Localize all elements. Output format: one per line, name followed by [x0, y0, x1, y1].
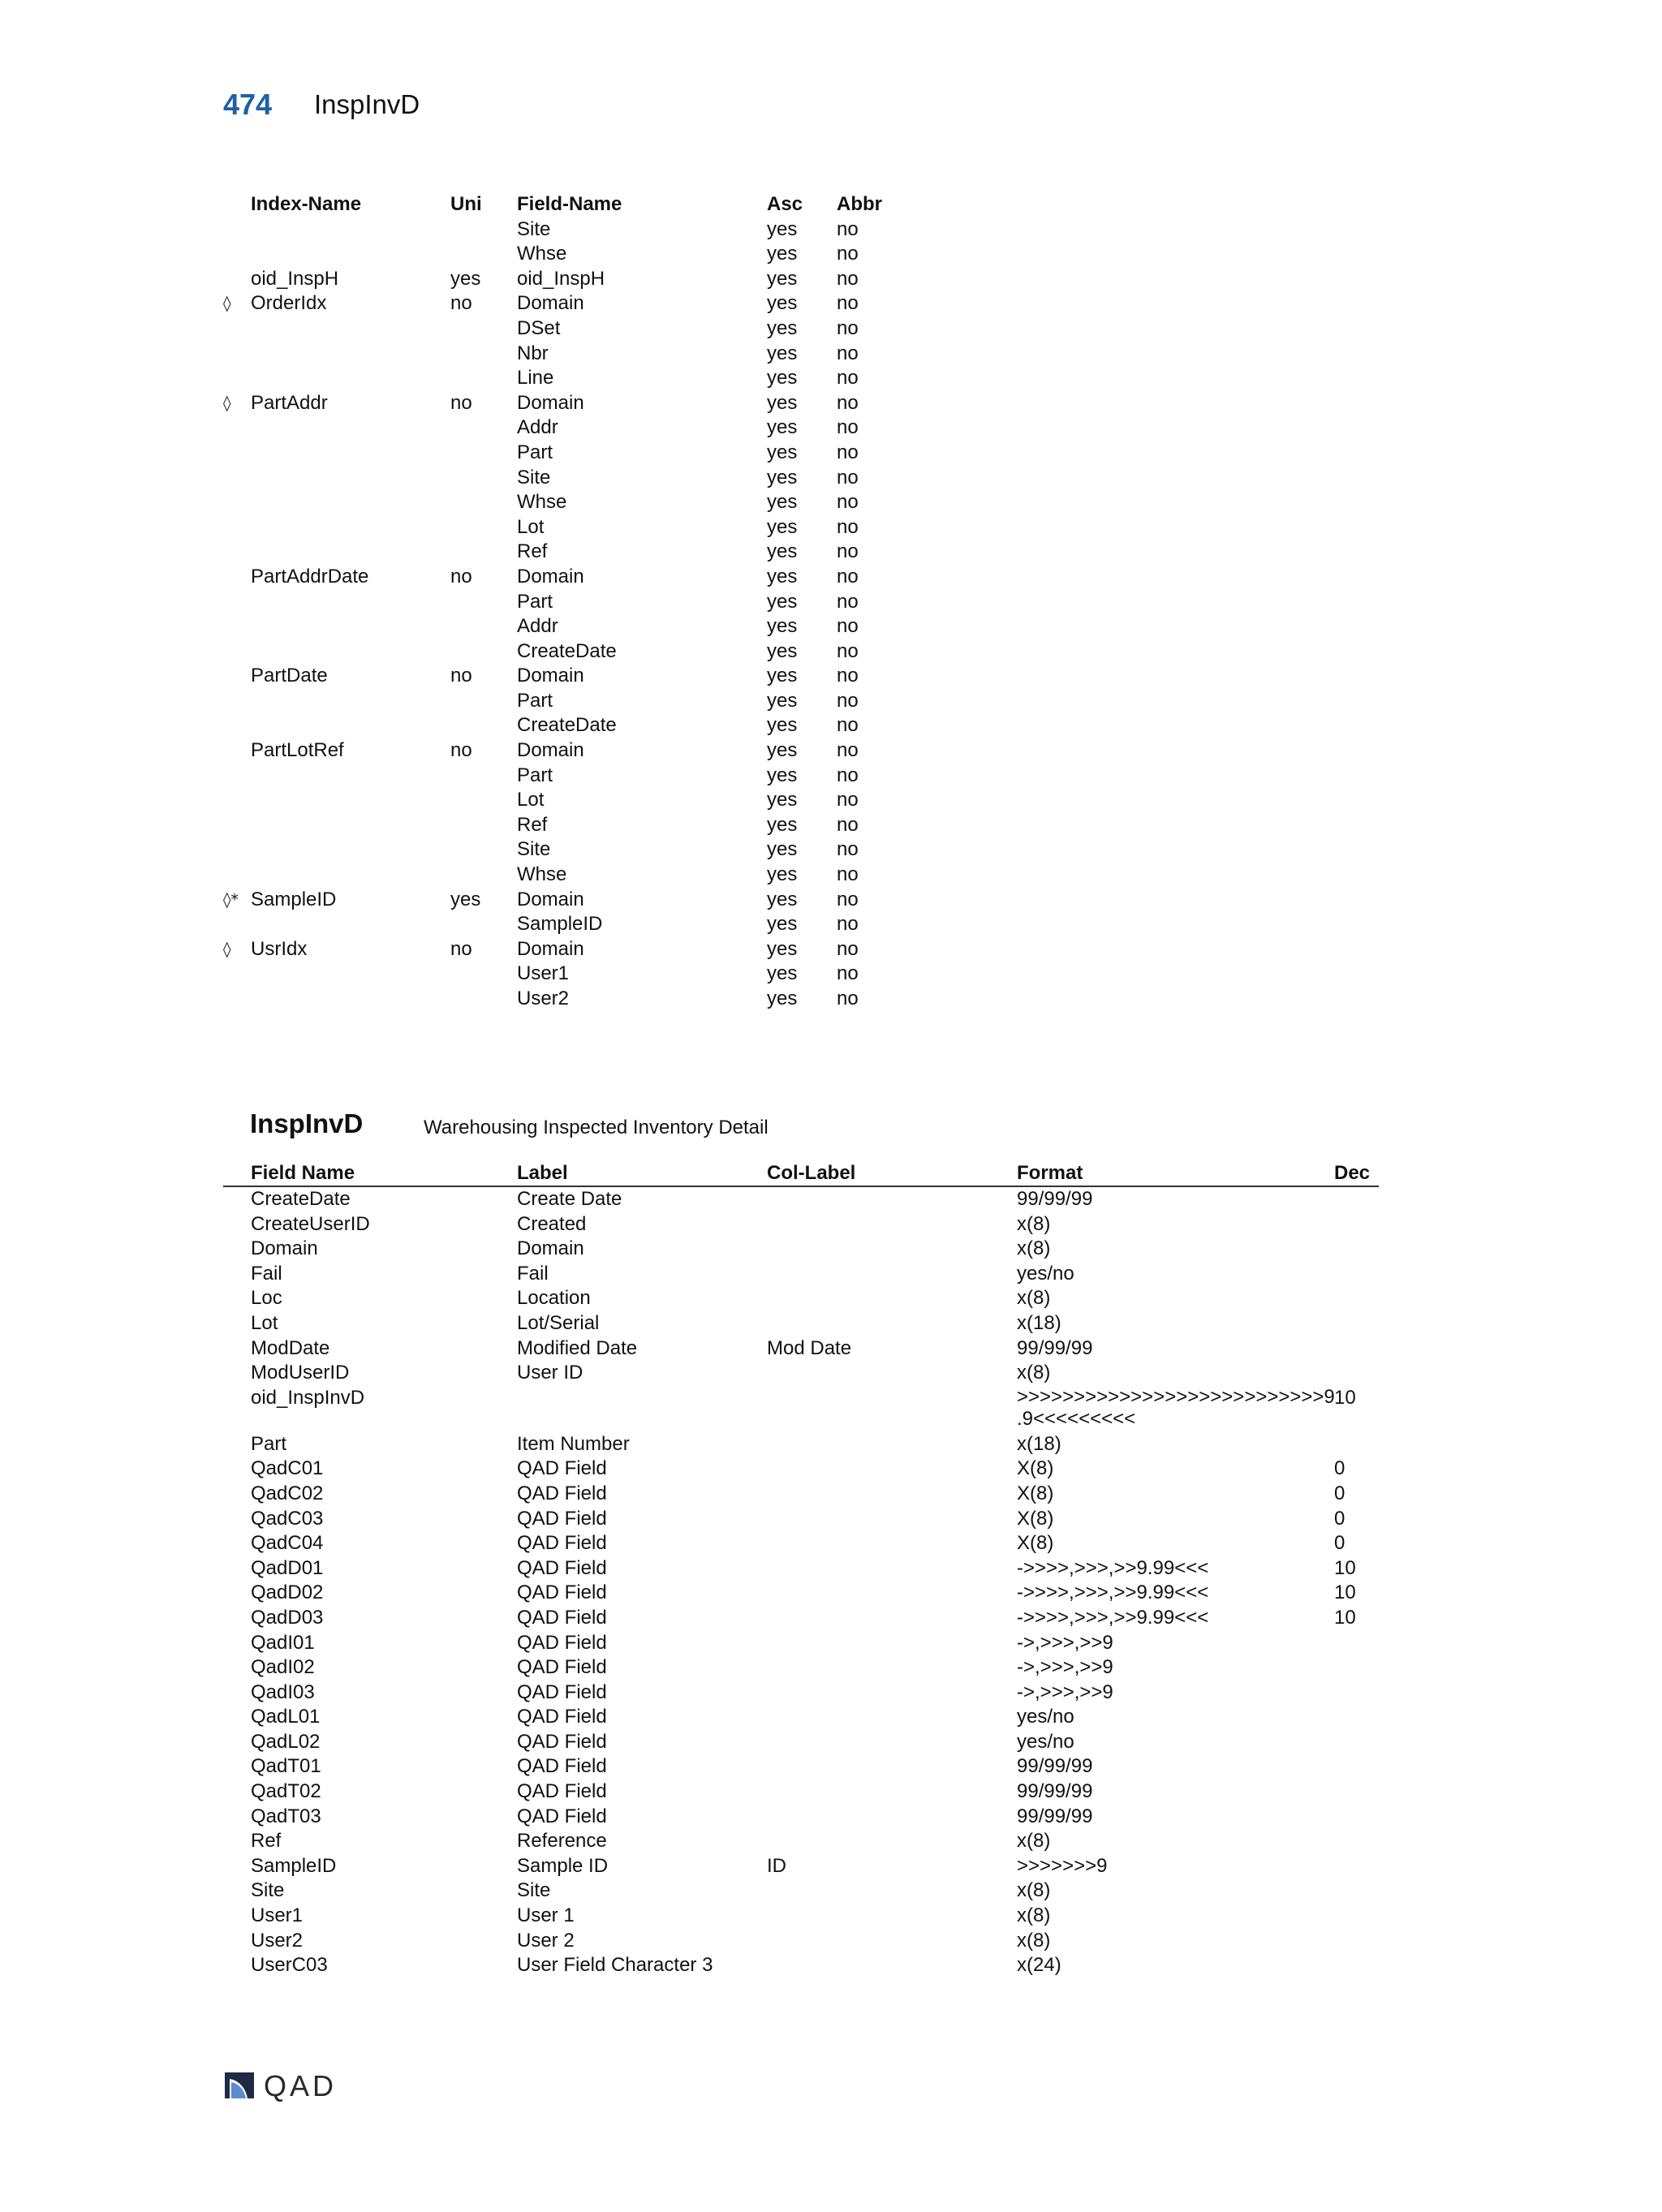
field-name-cell: Addr [517, 615, 558, 638]
abbr-cell: no [837, 665, 859, 687]
field-name-cell: Nbr [517, 342, 549, 364]
format-cell: x(18) [1017, 1311, 1061, 1334]
dec-cell: 0 [1334, 1457, 1346, 1480]
field-name-cell: SampleID [251, 1854, 337, 1877]
abbr-cell: no [837, 962, 859, 985]
abbr-cell: no [837, 590, 859, 613]
field-name-cell: QadC03 [251, 1507, 324, 1530]
abbr-cell: no [837, 243, 859, 265]
field-name-cell: CreateDate [517, 714, 617, 737]
abbr-cell: no [837, 416, 859, 439]
label-cell: QAD Field [517, 1706, 607, 1728]
label-cell: QAD Field [517, 1780, 607, 1803]
format-cell: x(8) [1017, 1830, 1051, 1853]
table-row [223, 1581, 1379, 1606]
label-cell: QAD Field [517, 1606, 607, 1629]
field-name-cell: CreateDate [251, 1188, 351, 1210]
asc-cell: yes [767, 962, 798, 985]
col-label-cell: ID [767, 1854, 786, 1877]
col-label-cell: Mod Date [767, 1336, 852, 1359]
field-name-cell: Ref [517, 540, 548, 563]
field-name-cell: Whse [517, 243, 567, 265]
index-name-cell: oid_InspH [251, 267, 339, 290]
field-name-cell: CreateUserID [251, 1212, 370, 1235]
field-name-cell: QadT03 [251, 1805, 321, 1827]
field-name-cell: Site [517, 217, 551, 240]
abbr-cell: no [837, 441, 859, 463]
index-name-cell: SampleID [251, 888, 337, 910]
table-row [223, 1606, 1379, 1631]
label-cell: QAD Field [517, 1656, 607, 1679]
format-cell: X(8) [1017, 1532, 1054, 1555]
asc-cell: yes [767, 615, 798, 638]
table-row [223, 1730, 1379, 1755]
field-name-cell: User2 [517, 988, 570, 1009]
table-row [223, 1556, 1379, 1582]
field-table [223, 1160, 1379, 1978]
field-name-cell: QadT02 [251, 1780, 321, 1803]
asc-cell: yes [767, 714, 798, 737]
field-name-cell: DSet [517, 316, 561, 339]
index-name-cell: PartAddrDate [251, 565, 369, 587]
format-cell: x(18) [1017, 1432, 1061, 1455]
format-cell: 99/99/99 [1017, 1336, 1093, 1359]
table-row [223, 1286, 1379, 1311]
asc-cell: yes [767, 988, 798, 1009]
abbr-cell: no [837, 813, 859, 836]
dec-cell: 0 [1334, 1482, 1346, 1504]
label-cell: QAD Field [517, 1755, 607, 1778]
index-marker: ◊* [223, 890, 239, 909]
abbr-cell: no [837, 689, 859, 712]
table-row [223, 1187, 1379, 1212]
table-row [223, 1631, 1379, 1656]
uni-cell: no [450, 565, 472, 587]
field-name-cell: Part [517, 441, 553, 463]
abbr-cell: no [837, 863, 859, 886]
label-cell: User Field Character 3 [517, 1954, 713, 1977]
asc-cell: yes [767, 292, 798, 315]
label-cell: QAD Field [517, 1507, 607, 1530]
format-cell: x(24) [1017, 1954, 1061, 1977]
asc-cell: yes [767, 316, 798, 339]
column-header-field-name: Field-Name [517, 193, 622, 215]
abbr-cell: no [837, 565, 859, 587]
table-row [223, 1361, 1379, 1386]
field-name-cell: QadD02 [251, 1582, 324, 1604]
abbr-cell: no [837, 789, 859, 811]
label-cell: QAD Field [517, 1457, 607, 1480]
field-name-cell: ModDate [251, 1336, 330, 1359]
format-cell: 99/99/99 [1017, 1755, 1093, 1778]
index-name-cell: UsrIdx [251, 937, 308, 960]
dec-cell: 10 [1334, 1556, 1356, 1579]
index-name-cell: OrderIdx [251, 292, 327, 315]
table-row [223, 1705, 1379, 1730]
label-cell: QAD Field [517, 1681, 607, 1703]
field-name-cell: QadI02 [251, 1656, 315, 1679]
abbr-cell: no [837, 615, 859, 638]
format-cell: 99/99/99 [1017, 1805, 1093, 1827]
label-cell: QAD Field [517, 1556, 607, 1579]
label-cell: User 1 [517, 1904, 575, 1927]
asc-cell: yes [767, 391, 798, 414]
field-name-cell: Part [517, 590, 553, 613]
format-cell: ->,>>>,>>9 [1017, 1656, 1113, 1679]
label-cell: QAD Field [517, 1482, 607, 1504]
label-cell: Reference [517, 1830, 607, 1853]
uni-cell: no [450, 937, 472, 960]
field-name-cell: SampleID [517, 913, 603, 936]
label-cell: Modified Date [517, 1336, 638, 1359]
asc-cell: yes [767, 243, 798, 265]
format-cell: X(8) [1017, 1457, 1054, 1480]
field-name-cell: Fail [251, 1262, 282, 1285]
asc-cell: yes [767, 491, 798, 514]
table-section-title: InspInvD [250, 1108, 364, 1138]
asc-cell: yes [767, 739, 798, 762]
label-cell: Sample ID [517, 1854, 609, 1877]
field-name-cell: CreateDate [517, 639, 617, 662]
abbr-cell: no [837, 639, 859, 662]
field-table-body [223, 1187, 1379, 1978]
dec-cell: 10 [1334, 1606, 1356, 1629]
format-cell: x(8) [1017, 1904, 1051, 1927]
format-cell: x(8) [1017, 1929, 1051, 1952]
table-row [223, 1531, 1379, 1556]
label-cell: User 2 [517, 1929, 575, 1952]
asc-cell: yes [767, 367, 798, 389]
field-name-cell: QadI03 [251, 1681, 315, 1703]
asc-cell: yes [767, 937, 798, 960]
asc-cell: yes [767, 416, 798, 439]
abbr-cell: no [837, 714, 859, 737]
asc-cell: yes [767, 813, 798, 836]
format-cell: ->>>>,>>>,>>9.99<<< [1017, 1556, 1209, 1579]
index-marker: ◊ [223, 940, 231, 958]
abbr-cell: no [837, 316, 859, 339]
label-cell: QAD Field [517, 1631, 607, 1654]
abbr-cell: no [837, 391, 859, 414]
format-cell: x(8) [1017, 1237, 1051, 1260]
format-cell: yes/no [1017, 1262, 1074, 1285]
asc-cell: yes [767, 565, 798, 587]
table-row [223, 1878, 1379, 1904]
abbr-cell: no [837, 540, 859, 563]
column-header-format: Format [1017, 1162, 1083, 1184]
format-cell: ->>>>,>>>,>>9.99<<< [1017, 1582, 1209, 1604]
table-row [223, 1904, 1379, 1929]
table-row [223, 1854, 1379, 1879]
asc-cell: yes [767, 590, 798, 613]
field-name-cell: QadC02 [251, 1482, 324, 1504]
table-row [223, 1929, 1379, 1954]
asc-cell: yes [767, 515, 798, 538]
asc-cell: yes [767, 838, 798, 861]
abbr-cell: no [837, 491, 859, 514]
field-name-cell: Part [251, 1432, 287, 1455]
format-cell: 99/99/99 [1017, 1188, 1093, 1210]
asc-cell: yes [767, 267, 798, 290]
label-cell: Created [517, 1212, 587, 1235]
table-row [223, 1212, 1379, 1237]
column-header-dec: Dec [1334, 1162, 1371, 1184]
asc-cell: yes [767, 764, 798, 786]
label-cell: QAD Field [517, 1532, 607, 1555]
field-name-cell: Domain [517, 565, 584, 587]
field-name-cell: Domain [517, 292, 584, 315]
abbr-cell: no [837, 267, 859, 290]
table-row [223, 1779, 1379, 1805]
format-cell: yes/no [1017, 1730, 1074, 1753]
index-marker: ◊ [223, 394, 231, 412]
uni-cell: no [450, 391, 472, 414]
format-cell: ->>>>,>>>,>>9.99<<< [1017, 1606, 1209, 1629]
abbr-cell: no [837, 367, 859, 389]
table-row [223, 1507, 1379, 1532]
column-header-col-label: Col-Label [767, 1162, 856, 1184]
table-row [223, 1754, 1379, 1779]
table-row [223, 1953, 1379, 1978]
table-row [223, 1336, 1379, 1362]
table-row [223, 1432, 1379, 1457]
field-name-cell: Site [517, 838, 551, 861]
field-name-cell: oid_InspInvD [251, 1386, 365, 1409]
field-name-cell: QadD01 [251, 1556, 324, 1579]
field-name-cell: Site [251, 1879, 285, 1902]
format-cell: x(8) [1017, 1212, 1051, 1235]
abbr-cell: no [837, 739, 859, 762]
index-name-cell: PartDate [251, 665, 328, 687]
field-name-cell: QadT01 [251, 1755, 321, 1778]
field-name-cell: oid_InspH [517, 267, 605, 290]
field-name-cell: Part [517, 689, 553, 712]
label-cell: Domain [517, 1237, 584, 1260]
abbr-cell: no [837, 764, 859, 786]
table-row [223, 1805, 1379, 1830]
asc-cell: yes [767, 689, 798, 712]
format-cell: X(8) [1017, 1507, 1054, 1530]
asc-cell: yes [767, 913, 798, 936]
field-name-cell: Ref [517, 813, 548, 836]
column-header-index-name: Index-Name [251, 193, 362, 215]
table-row [223, 1482, 1379, 1507]
table-row [223, 1237, 1379, 1262]
abbr-cell: no [837, 217, 859, 240]
asc-cell: yes [767, 217, 798, 240]
label-cell: QAD Field [517, 1730, 607, 1753]
abbr-cell: no [837, 937, 859, 960]
dec-cell: 0 [1334, 1532, 1346, 1555]
uni-cell: no [450, 292, 472, 315]
field-name-cell: Addr [517, 416, 558, 439]
index-marker: ◊ [223, 295, 231, 313]
field-name-cell: Domain [517, 391, 584, 414]
abbr-cell: no [837, 466, 859, 488]
field-table-header [223, 1160, 1379, 1187]
column-header-abbr: Abbr [837, 193, 882, 215]
dec-cell: 0 [1334, 1507, 1346, 1530]
field-name-cell: Lot [517, 789, 545, 811]
page-number: 474 [223, 88, 273, 121]
field-name-cell: Line [517, 367, 554, 389]
field-name-cell: Whse [517, 863, 567, 886]
format-cell: X(8) [1017, 1482, 1054, 1504]
asc-cell: yes [767, 540, 798, 563]
field-name-cell: Domain [251, 1237, 318, 1260]
label-cell: Fail [517, 1262, 549, 1285]
field-name-cell: Ref [251, 1830, 282, 1853]
column-header-asc: Asc [767, 193, 803, 215]
table-row [223, 1681, 1379, 1706]
abbr-cell: no [837, 515, 859, 538]
field-name-cell: User2 [251, 1929, 304, 1952]
format-cell: x(8) [1017, 1362, 1051, 1384]
field-name-cell: QadI01 [251, 1631, 315, 1654]
dec-cell: 10 [1334, 1582, 1356, 1604]
format-cell: >>>>>>>9 [1017, 1854, 1108, 1877]
label-cell: QAD Field [517, 1805, 607, 1827]
format-cell: 99/99/99 [1017, 1780, 1093, 1803]
abbr-cell: no [837, 838, 859, 861]
table-row [223, 1311, 1379, 1336]
page-header-title: InspInvD [314, 89, 420, 119]
format-cell: ->,>>>,>>9 [1017, 1681, 1113, 1703]
field-name-cell: User1 [251, 1904, 304, 1927]
uni-cell: yes [450, 888, 481, 910]
field-name-cell: Site [517, 466, 551, 488]
field-name-cell: User1 [517, 962, 570, 985]
field-name-cell: Domain [517, 888, 584, 910]
table-section-description: Warehousing Inspected Inventory Detail [424, 1117, 769, 1138]
format-cell: ->,>>>,>>9 [1017, 1631, 1113, 1654]
column-header-label: Label [517, 1162, 568, 1184]
abbr-cell: no [837, 292, 859, 315]
label-cell: User ID [517, 1362, 583, 1384]
abbr-cell: no [837, 913, 859, 936]
field-name-cell: Domain [517, 739, 584, 762]
label-cell: Site [517, 1879, 551, 1902]
abbr-cell: no [837, 988, 859, 1009]
label-cell: Item Number [517, 1432, 630, 1455]
asc-cell: yes [767, 888, 798, 910]
field-name-cell: ModUserID [251, 1362, 350, 1384]
uni-cell: no [450, 739, 472, 762]
table-row [223, 1457, 1379, 1482]
format-cell: >>>>>>>>>>>>>>>>>>>>>>>>>>>9 .9<<<<<<<<< [1017, 1385, 1335, 1430]
label-cell: Location [517, 1287, 591, 1310]
index-name-cell: PartAddr [251, 391, 328, 414]
logo-text: QAD [264, 2069, 338, 2102]
field-name-cell: Lot [517, 515, 545, 538]
asc-cell: yes [767, 639, 798, 662]
dec-cell: 10 [1334, 1386, 1356, 1409]
asc-cell: yes [767, 466, 798, 488]
abbr-cell: no [837, 342, 859, 364]
field-name-cell: QadC04 [251, 1532, 324, 1555]
asc-cell: yes [767, 789, 798, 811]
uni-cell: yes [450, 267, 481, 290]
asc-cell: yes [767, 665, 798, 687]
asc-cell: yes [767, 863, 798, 886]
index-name-cell: PartLotRef [251, 739, 344, 762]
field-name-cell: UserC03 [251, 1954, 328, 1977]
field-name-cell: Domain [517, 665, 584, 687]
table-row [223, 1386, 1379, 1432]
format-cell: x(8) [1017, 1879, 1051, 1902]
field-name-cell: QadD03 [251, 1606, 324, 1629]
field-name-cell: QadL02 [251, 1730, 321, 1753]
field-name-cell: Loc [251, 1287, 282, 1310]
uni-cell: no [450, 665, 472, 687]
column-header-field-name: Field Name [251, 1162, 355, 1184]
label-cell: Create Date [517, 1188, 622, 1210]
table-row [223, 1262, 1379, 1287]
format-cell: x(8) [1017, 1287, 1051, 1310]
label-cell: Lot/Serial [517, 1311, 600, 1334]
field-name-cell: Part [517, 764, 553, 786]
qad-logo-icon [223, 2071, 256, 2100]
field-name-cell: QadL01 [251, 1706, 321, 1728]
asc-cell: yes [767, 342, 798, 364]
field-name-cell: Domain [517, 937, 584, 960]
format-cell: yes/no [1017, 1706, 1074, 1728]
asc-cell: yes [767, 441, 798, 463]
table-row [223, 1829, 1379, 1854]
table-row [223, 1655, 1379, 1681]
abbr-cell: no [837, 888, 859, 910]
field-name-cell: Lot [251, 1311, 278, 1334]
field-name-cell: QadC01 [251, 1457, 324, 1480]
column-header-uni: Uni [450, 193, 482, 215]
field-name-cell: Whse [517, 491, 567, 514]
label-cell: QAD Field [517, 1582, 607, 1604]
